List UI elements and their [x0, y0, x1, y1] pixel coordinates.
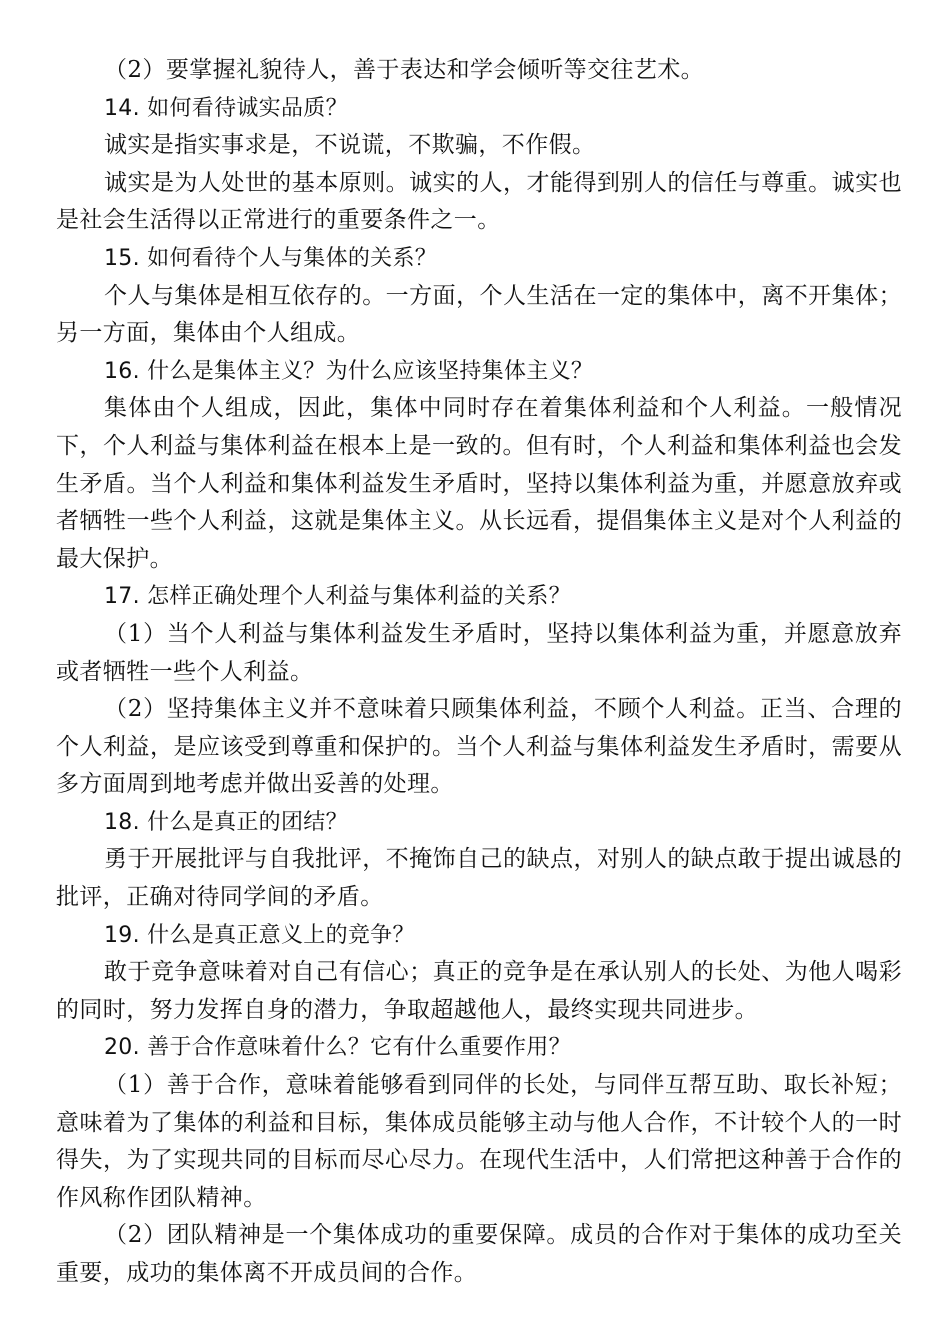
answer-17-point-2: （2）坚持集体主义并不意味着只顾集体利益，不顾个人利益。正当、合理的个人利益，是应该受到尊重和保护的。当个人利益与集体利益发生矛盾时，需要从多方面周到地考虑并做出妥善的处理。 — [56, 696, 902, 798]
question-15-heading: 15. 如何看待个人与集体的关系？ — [104, 245, 438, 271]
answer-18-paragraph: 勇于开展批评与自我批评，不掩饰自己的缺点，对别人的缺点敢于提出诚恳的批评，正确对待同学间的矛盾。 — [56, 846, 902, 911]
paragraph-13-point-2: （2）要掌握礼貌待人，善于表达和学会倾听等交往艺术。 — [104, 57, 705, 83]
question-19-heading: 19. 什么是真正意义上的竞争？ — [104, 922, 415, 948]
answer-20-point-1: （1）善于合作，意味着能够看到同伴的长处，与同伴互帮互助、取长补短；意味着为了集体的利益和目标，集体成员能够主动与他人合作，不计较个人的一时得失，为了实现共同的目标而尽心尽力。在现代生活中，人们常把这种善于合作的作风称作团队精神。 — [56, 1072, 902, 1211]
answer-19-paragraph: 敢于竞争意味着对自己有信心；真正的竞争是在承认别人的长处、为他人喝彩的同时，努力发挥自身的潜力，争取超越他人，最终实现共同进步。 — [56, 959, 902, 1023]
question-18-heading: 18. 什么是真正的团结？ — [104, 809, 348, 835]
answer-14-paragraph-2: 诚实是为人处世的基本原则。诚实的人，才能得到别人的信任与尊重。诚实也是社会生活得以正常进行的重要条件之一。 — [56, 169, 902, 234]
answer-16-paragraph: 集体由个人组成，因此，集体中同时存在着集体利益和个人利益。一般情况下，个人利益与集体利益在根本上是一致的。但有时，个人利益和集体利益也会发生矛盾。当个人利益和集体利益发生矛盾时，坚持以集体利益为重，并愿意放弃或者牺牲一些个人利益，这就是集体主义。从长远看，提倡集体主义是对个人利益的最大保护。 — [56, 395, 902, 572]
question-17-heading: 17. 怎样正确处理个人利益与集体利益的关系？ — [104, 584, 571, 610]
question-14-heading: 14. 如何看待诚实品质？ — [104, 95, 348, 121]
question-20-heading: 20. 善于合作意味着什么？它有什么重要作用？ — [104, 1035, 571, 1061]
answer-20-point-2: （2）团队精神是一个集体成功的重要保障。成员的合作对于集体的成功至关重要，成功的集体离不开成员间的合作。 — [56, 1222, 902, 1286]
answer-14-paragraph-1: 诚实是指实事求是，不说谎，不欺骗，不作假。 — [104, 132, 596, 159]
answer-15-paragraph: 个人与集体是相互依存的。一方面，个人生活在一定的集体中，离不开集体；另一方面，集体由个人组成。 — [56, 282, 902, 347]
question-16-heading: 16. 什么是集体主义？为什么应该坚持集体主义？ — [104, 358, 594, 384]
answer-17-point-1: （1）当个人利益与集体利益发生矛盾时，坚持以集体利益为重，并愿意放弃或者牺牲一些个人利益。 — [56, 620, 902, 685]
